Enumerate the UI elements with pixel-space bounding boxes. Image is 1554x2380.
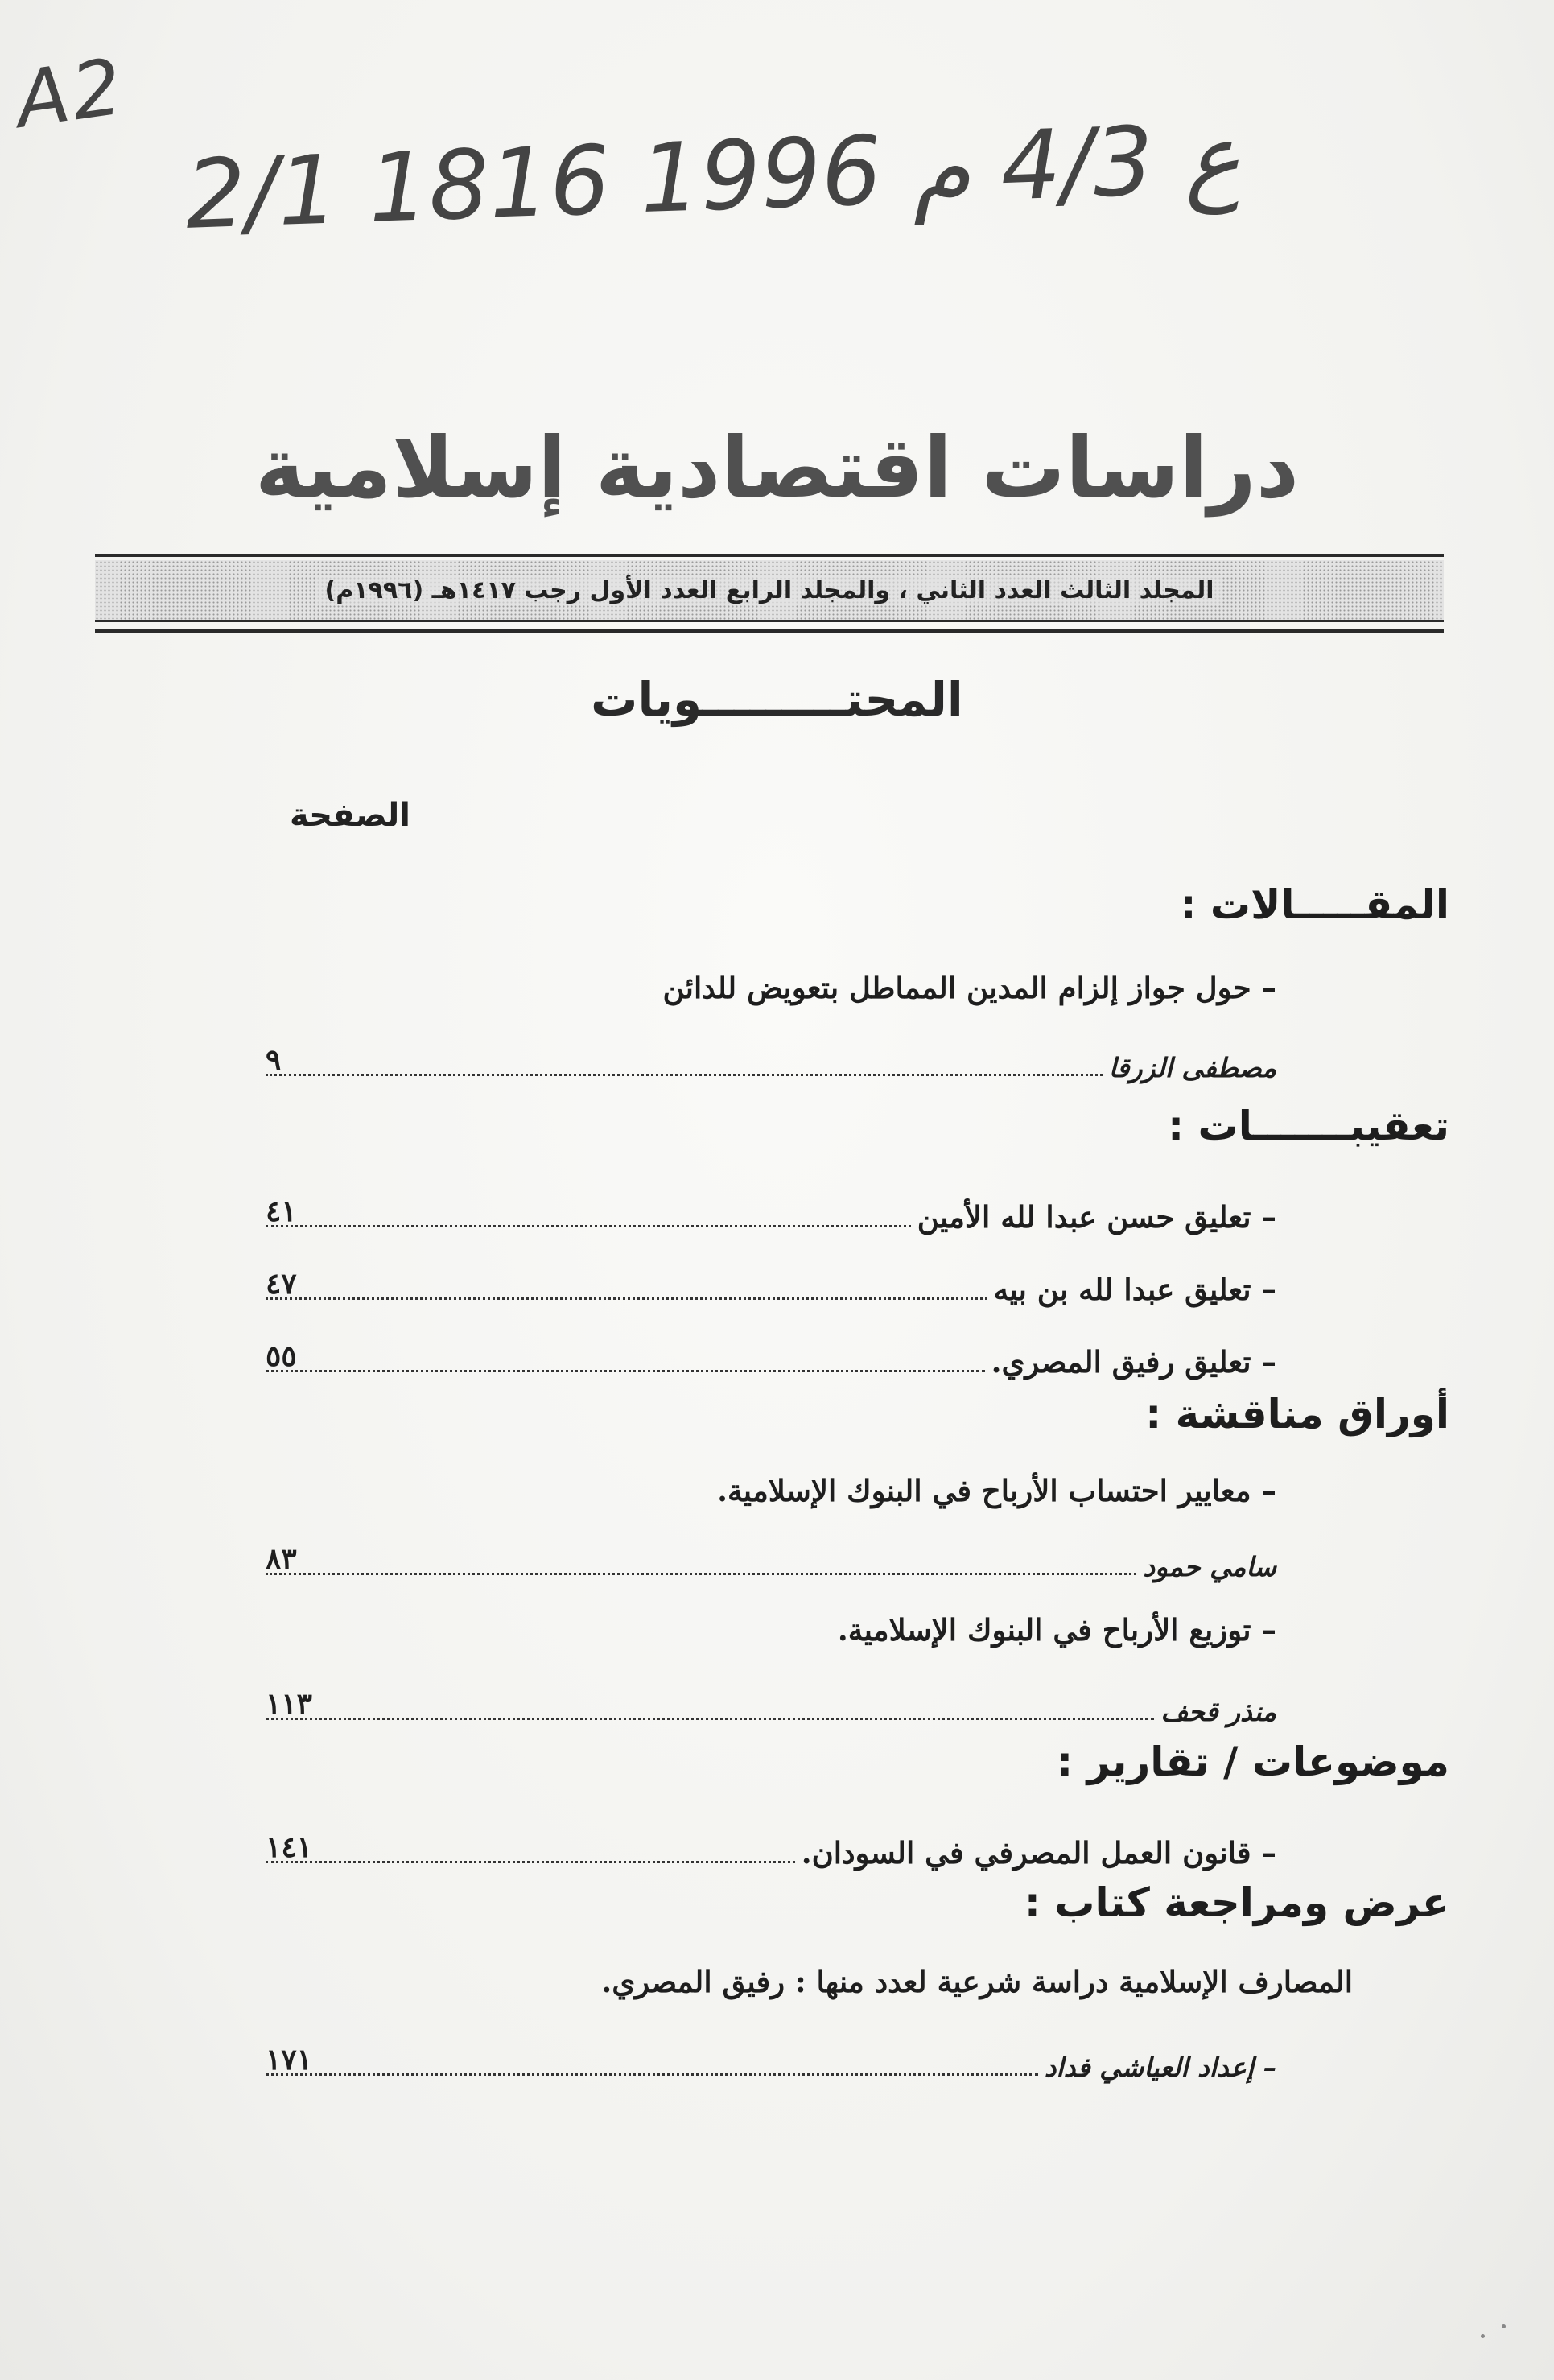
contents-heading: المحتـــــــــويات (591, 672, 963, 727)
dot-leader (266, 1717, 1154, 1720)
article-author: مصطفى الزرقا (1108, 1052, 1276, 1083)
page-number: ٥٥ (266, 1339, 297, 1373)
toc-entry (266, 1682, 1276, 1727)
handwritten-corner-code: A2 (10, 41, 130, 146)
page-number: ٩ (266, 1043, 282, 1077)
comment-title: – تعليق رفيق المصري. (991, 1344, 1276, 1380)
banner-rule-top (95, 554, 1444, 557)
comment-title: – تعليق عبدا لله بن بيه (993, 1272, 1276, 1307)
toc-entry (266, 1537, 1276, 1582)
toc-entry (266, 1190, 1276, 1235)
book-title: المصارف الإسلامية دراسة شرعية لعدد منها : رفيق المصري. (601, 1964, 1353, 1999)
scan-speck (1481, 2334, 1485, 2338)
toc-entry (266, 2038, 1276, 2083)
banner-rule-bottom (95, 629, 1444, 633)
paper-author: سامي حمود (1143, 1551, 1276, 1582)
handwritten-reference-line: 2/1 ع 4/3 م 1996 1816 (183, 102, 1243, 250)
journal-title: دراسات اقتصادية إسلامية (254, 419, 1300, 517)
scan-speck (1502, 2324, 1506, 2328)
comment-title: – تعليق حسن عبدا لله الأمين (917, 1199, 1276, 1235)
page-number: ٨٣ (266, 1542, 297, 1576)
page-number: ٤٧ (266, 1267, 297, 1301)
dot-leader (266, 1297, 987, 1300)
dot-leader (266, 1369, 985, 1372)
section-heading-articles: المقـــــالات : (1180, 881, 1449, 928)
paper-title: – توزيع الأرباح في البنوك الإسلامية. (837, 1612, 1276, 1648)
issue-banner (95, 560, 1444, 622)
section-heading-discussion-papers: أوراق مناقشة : (1145, 1391, 1449, 1437)
toc-entry (266, 1334, 1276, 1380)
page-number: ١١٣ (266, 1687, 313, 1721)
dot-leader (266, 1073, 1103, 1076)
page-number: ١٧١ (266, 2043, 313, 2077)
dot-leader (266, 2073, 1038, 2076)
page-column-label: الصفحة (290, 797, 411, 834)
toc-entry (266, 1825, 1276, 1871)
page-number: ٤١ (266, 1194, 297, 1228)
paper-author: منذر قحف (1160, 1696, 1276, 1727)
report-title: – قانون العمل المصرفي في السودان. (801, 1835, 1276, 1871)
toc-entry (266, 1038, 1276, 1083)
issue-banner-text: المجلد الثالث العدد الثاني ، والمجلد الرابع العدد الأول رجب ١٤١٧هـ (١٩٩٦م) (317, 576, 1222, 604)
page-number: ١٤١ (266, 1830, 313, 1864)
section-heading-topics-reports: موضوعات / تقارير : (1057, 1739, 1449, 1785)
section-heading-comments: تعقيبـــــــات : (1168, 1103, 1449, 1149)
paper-title: – معايير احتساب الأرباح في البنوك الإسلامية. (717, 1473, 1276, 1508)
dot-leader (266, 1224, 911, 1227)
section-heading-book-review: عرض ومراجعة كتاب : (1024, 1879, 1449, 1926)
toc-entry (266, 1262, 1276, 1307)
article-title: – حول جواز إلزام المدين المماطل بتعويض للدائن (662, 970, 1276, 1005)
book-review-prepared-by: – إعداد العياشي فداد (1044, 2052, 1276, 2083)
dot-leader (266, 1572, 1136, 1575)
